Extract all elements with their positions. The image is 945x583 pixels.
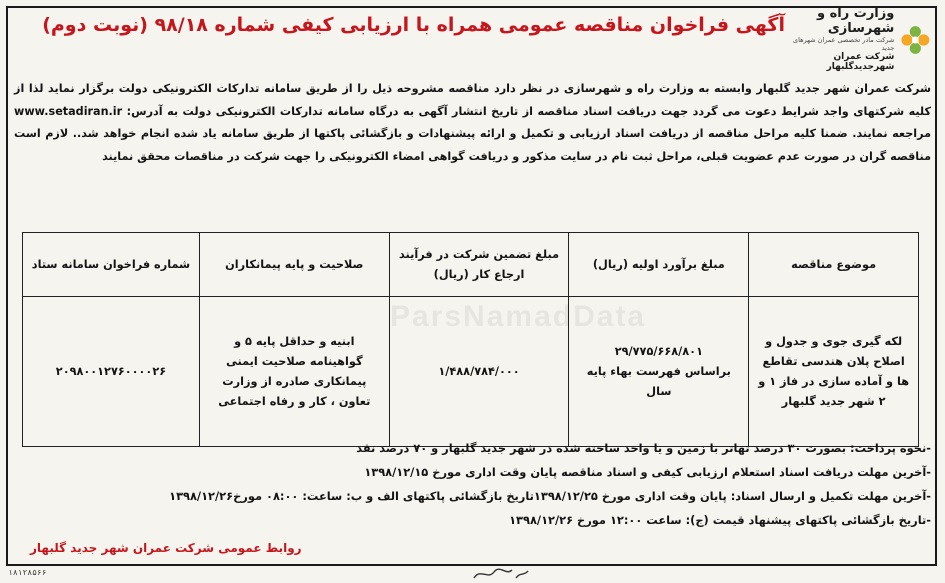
note-submission-deadline: -آخرین مهلت تکمیل و ارسال اسناد: پایان وقت اداری مورخ ۱۳۹۸/۱۲/۲۵تاریخ بازگشائی پاکتهای الف و ب: ساعت: ۰۸:۰۰ مورخ۱۳۹۸/۱۲/۲۶ (169, 489, 931, 503)
logo-parent-company: شرکت مادر تخصصی عمران شهرهای جدید (793, 36, 895, 52)
header-guarantee: مبلغ تضمین شرکت در فرآیند ارجاع کار (ریال) (389, 233, 569, 297)
intro-text: شرکت عمران شهر جدید گلبهار وابسته به وزارت راه و شهرسازی در نظر دارد مناقصه مشروحه ذیل را از طریق سامانه تدارکات الکترونیکی دولت برگزار نماید لذا از کلیه شرکتهای واجد شرایط دعوت می گردد جهت دریافت اسناد مناقصه از تاریخ انتشار آگهی به درگاه سامانه تدارکات الکترونیکی دولت به آدرس: (14, 82, 931, 118)
cell-qualification: ابنیه و حداقل پایه ۵ و گواهینامه صلاحیت ایمنی پیمانکاری صادره از وزارت تعاون ، کار و رفاه اجتماعی (199, 297, 389, 447)
public-relations-signature: روابط عمومی شرکت عمران شهر جدید گلبهار (30, 541, 302, 555)
handwritten-mark (470, 566, 530, 582)
header-qualification: صلاحیت و پایه پیمانکاران (199, 233, 389, 297)
header-call-number: شماره فراخوان سامانه ستاد (23, 233, 200, 297)
logo-company-name: شرکت عمران شهرجدیدگلبهار (826, 52, 895, 73)
tender-table (22, 232, 919, 447)
notice-title: آگهی فراخوان مناقصه عمومی همراه با ارزیابی کیفی شماره ۹۸/۱۸ (نوبت دوم) (42, 14, 785, 36)
header-estimate: مبلغ برآورد اولیه (ریال) (569, 233, 749, 297)
ad-code: ۱۸۱۲۸۵۶۶ (8, 568, 47, 577)
notes-list (14, 436, 931, 532)
cell-call-number: ۲۰۹۸۰۰۱۲۷۶۰۰۰۰۲۶ (23, 297, 200, 447)
estimate-amount: ۲۹/۷۷۵/۶۶۸/۸۰۱ (614, 344, 703, 358)
note-documents-deadline: -آخرین مهلت دریافت اسناد استعلام ارزیابی کیفی و اسناد مناقصه پایان وقت اداری مورخ ۱۳۹۸/۱۲/۱۵ (364, 465, 931, 479)
estimate-note: براساس فهرست بهاء پایه سال (586, 364, 731, 398)
note-price-opening: -تاریخ بازگشائی پاکتهای پیشنهاد قیمت (ج): ساعت ۱۲:۰۰ مورخ ۱۳۹۸/۱۲/۲۶ (509, 513, 931, 527)
intro-paragraph (14, 78, 931, 168)
watermark-text: ParsNamadData (390, 300, 647, 333)
header-subject: موضوع مناقصه (749, 233, 919, 297)
table-header-row (23, 233, 919, 297)
website-link[interactable]: www.setadiran.ir (14, 104, 123, 118)
note-payment: -نحوه پرداخت: بصورت ۳۰ درصد تهاتر با زمین و یا واحد ساخته شده در شهر جدید گلبهار و ۷۰ درصد نقد (356, 441, 931, 455)
table-row (23, 297, 919, 447)
organization-logo (791, 6, 931, 73)
flower-logo-icon (900, 18, 931, 62)
cell-estimate (569, 297, 749, 447)
intro-text-continued: مراجعه نمایند. ضمنا کلیه مراحل مناقصه از دریافت اسناد ارزیابی و تکمیل و ارائه پیشنهادات و بازگشائی پاکتها از طریق سامانه یاد شده انجام خواهد شد.. لازم است مناقصه گران در صورت عدم عضویت قبلی، مراحل ثبت نام در سایت مذکور و دریافت گواهی امضاء الکترونیکی را جهت شرکت در مناقصات محقق نمایند (14, 127, 931, 163)
logo-ministry-name: وزارت راه و شهرسازی (817, 6, 895, 37)
cell-subject: لکه گیری جوی و جدول و اصلاح پلان هندسی تقاطع ها و آماده سازی در فاز ۱ و ۲ شهر جدید گلبهار (749, 297, 919, 447)
cell-guarantee: ۱/۴۸۸/۷۸۴/۰۰۰ (389, 297, 569, 447)
